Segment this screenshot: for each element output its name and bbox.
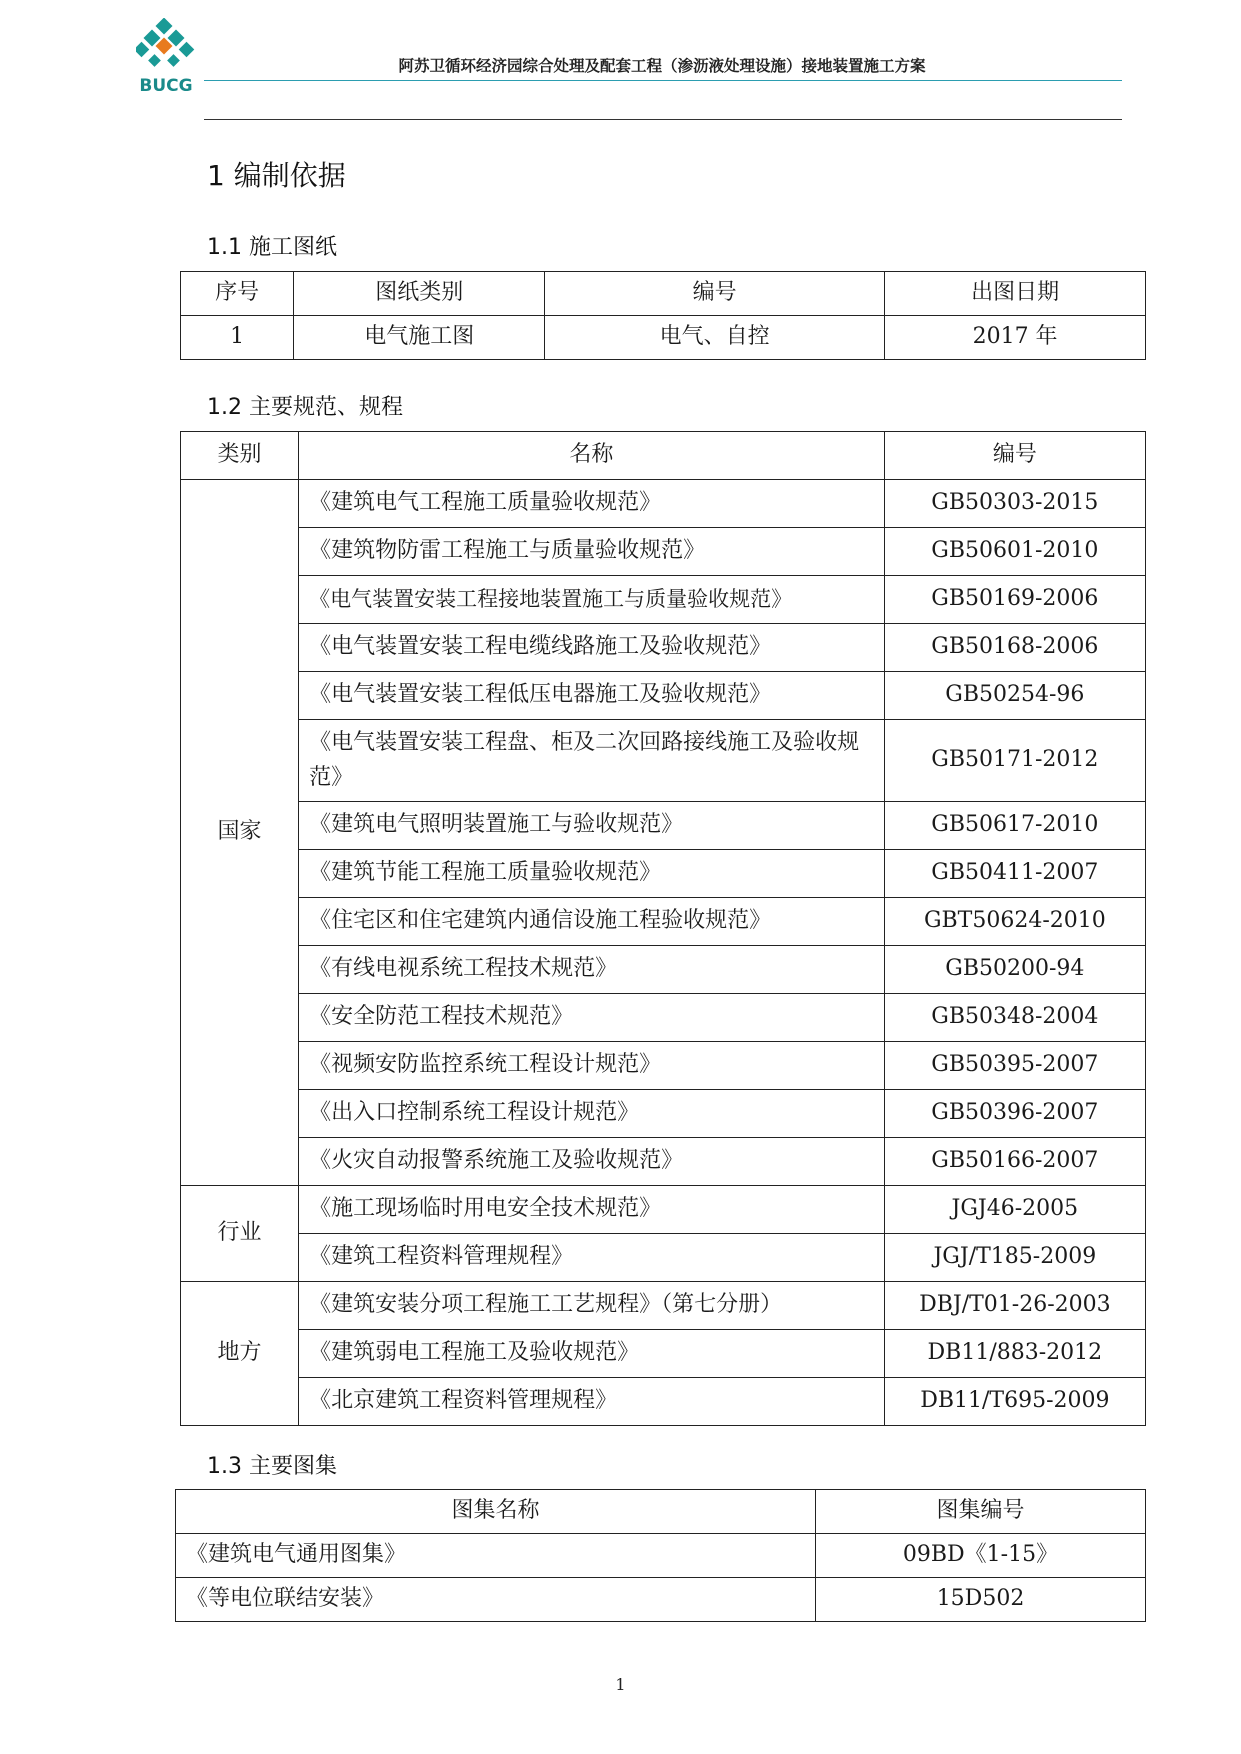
category-cell: 地方 (181, 1282, 299, 1426)
table-cell: 电气、自控 (545, 316, 885, 360)
table-row (181, 1234, 1146, 1282)
table-cell: 电气施工图 (294, 316, 545, 360)
header-cell: 编号 (884, 432, 1145, 480)
document-header-title: 阿苏卫循环经济园综合处理及配套工程（渗沥液处理设施）接地装置施工方案 (398, 57, 926, 75)
drawings-table (180, 271, 1146, 360)
company-logo (136, 18, 196, 98)
subsection-title-drawings: 1.1 施工图纸 (207, 235, 337, 260)
table-row (181, 624, 1146, 672)
standard-name: 《建筑弱电工程施工及验收规范》 (299, 1330, 885, 1378)
table-row (181, 1138, 1146, 1186)
standard-name: 《火灾自动报警系统施工及验收规范》 (299, 1138, 885, 1186)
atlases-table (175, 1489, 1146, 1622)
standard-code: GB50396-2007 (884, 1090, 1145, 1138)
table-row (181, 720, 1146, 802)
header-cell: 图纸类别 (294, 272, 545, 316)
standard-code: GB50168-2006 (884, 624, 1145, 672)
header-cell: 图集编号 (816, 1490, 1146, 1534)
standard-code: DB11/883-2012 (884, 1330, 1145, 1378)
standard-name: 《出入口控制系统工程设计规范》 (299, 1090, 885, 1138)
table-row (181, 1090, 1146, 1138)
header-divider-bottom (204, 119, 1122, 120)
standard-name: 《电气装置安装工程电缆线路施工及验收规范》 (299, 624, 885, 672)
standard-name: 《建筑电气工程施工质量验收规范》 (299, 480, 885, 528)
table-row (181, 850, 1146, 898)
standard-code: GB50169-2006 (884, 576, 1145, 624)
page-number: 1 (615, 1675, 626, 1694)
table-cell: 1 (181, 316, 294, 360)
table-row (176, 1578, 1146, 1622)
atlas-name: 《等电位联结安装》 (176, 1578, 816, 1622)
table-row (181, 316, 1146, 360)
table-row (181, 946, 1146, 994)
standard-name: 《北京建筑工程资料管理规程》 (299, 1378, 885, 1426)
standard-name: 《施工现场临时用电安全技术规范》 (299, 1186, 885, 1234)
table-row (181, 1330, 1146, 1378)
standard-code: JGJ/T185-2009 (884, 1234, 1145, 1282)
standard-name: 《安全防范工程技术规范》 (299, 994, 885, 1042)
standard-name: 《建筑安装分项工程施工工艺规程》（第七分册） (299, 1282, 885, 1330)
standard-code: DB11/T695-2009 (884, 1378, 1145, 1426)
header-cell: 类别 (181, 432, 299, 480)
standard-name: 《建筑物防雷工程施工与质量验收规范》 (299, 528, 885, 576)
table-header-row (181, 432, 1146, 480)
standard-code: GB50171-2012 (884, 720, 1145, 802)
table-row (181, 802, 1146, 850)
standard-code: GB50254-96 (884, 672, 1145, 720)
table-row (176, 1534, 1146, 1578)
table-header-row (176, 1490, 1146, 1534)
standard-code: GB50601-2010 (884, 528, 1145, 576)
header-cell: 编号 (545, 272, 885, 316)
table-row (181, 1282, 1146, 1330)
standard-code: GB50166-2007 (884, 1138, 1145, 1186)
standard-code: GB50411-2007 (884, 850, 1145, 898)
category-cell: 国家 (181, 480, 299, 1186)
table-header-row (181, 272, 1146, 316)
table-row (181, 1378, 1146, 1426)
atlas-code: 09BD《1-15》 (816, 1534, 1146, 1578)
atlas-code: 15D502 (816, 1578, 1146, 1622)
table-row (181, 1186, 1146, 1234)
standards-table (180, 431, 1146, 1426)
table-row (181, 672, 1146, 720)
standard-name: 《电气装置安装工程接地装置施工与质量验收规范》 (299, 576, 885, 624)
standard-name: 《住宅区和住宅建筑内通信设施工程验收规范》 (299, 898, 885, 946)
table-row (181, 480, 1146, 528)
standard-code: GB50617-2010 (884, 802, 1145, 850)
standard-code: DBJ/T01-26-2003 (884, 1282, 1145, 1330)
atlas-name: 《建筑电气通用图集》 (176, 1534, 816, 1578)
subsection-title-standards: 1.2 主要规范、规程 (207, 395, 403, 420)
table-cell: 2017 年 (885, 316, 1146, 360)
standard-code: GB50395-2007 (884, 1042, 1145, 1090)
header-cell: 图集名称 (176, 1490, 816, 1534)
header-cell: 名称 (299, 432, 885, 480)
standard-name: 《电气装置安装工程低压电器施工及验收规范》 (299, 672, 885, 720)
table-row (181, 898, 1146, 946)
standard-name: 《视频安防监控系统工程设计规范》 (299, 1042, 885, 1090)
logo-mark-icon (136, 18, 196, 76)
standard-name: 《建筑节能工程施工质量验收规范》 (299, 850, 885, 898)
header-cell: 出图日期 (885, 272, 1146, 316)
subsection-title-atlases: 1.3 主要图集 (207, 1454, 337, 1479)
standard-code: GB50200-94 (884, 946, 1145, 994)
table-row (181, 1042, 1146, 1090)
standard-name: 《建筑电气照明装置施工与验收规范》 (299, 802, 885, 850)
table-row (181, 528, 1146, 576)
table-row (181, 576, 1146, 624)
standard-code: GBT50624-2010 (884, 898, 1145, 946)
standard-code: GB50303-2015 (884, 480, 1145, 528)
standard-code: GB50348-2004 (884, 994, 1145, 1042)
standard-name: 《建筑工程资料管理规程》 (299, 1234, 885, 1282)
header-divider (204, 80, 1122, 81)
standard-name: 《有线电视系统工程技术规范》 (299, 946, 885, 994)
standard-code: JGJ46-2005 (884, 1186, 1145, 1234)
header-cell: 序号 (181, 272, 294, 316)
category-cell: 行业 (181, 1186, 299, 1282)
standard-name: 《电气装置安装工程盘、柜及二次回路接线施工及验收规范》 (299, 720, 885, 802)
logo-text: BUCG (139, 76, 193, 96)
section-title: 1 编制依据 (207, 159, 346, 192)
table-row (181, 994, 1146, 1042)
